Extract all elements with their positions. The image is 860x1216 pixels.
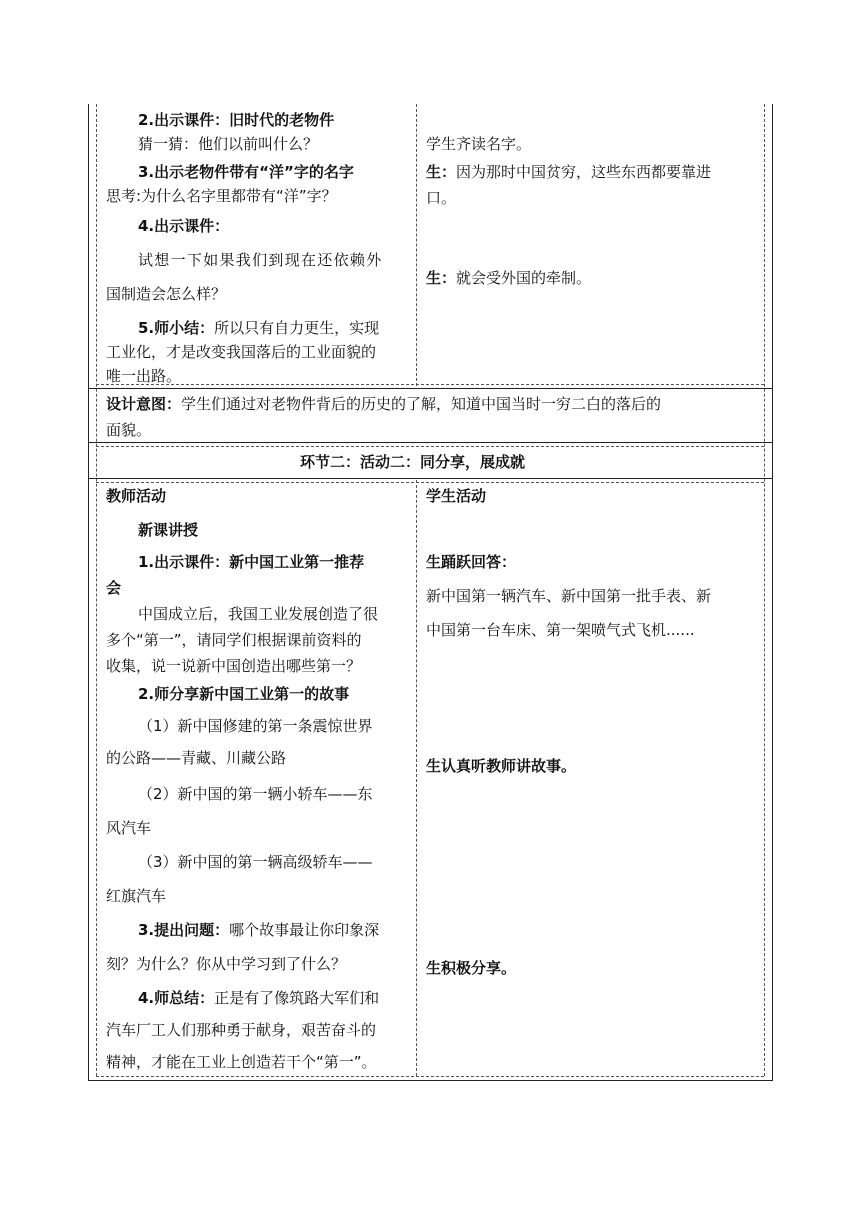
story-1-line-2: 的公路——青藏、川藏公路	[106, 749, 287, 767]
intro-line-1: 中国成立后，我国工业发展创造了很	[138, 605, 379, 623]
column-divider-top	[416, 104, 417, 386]
step-1-title-cont: 会	[106, 579, 122, 597]
conclusion-line-1: 4.师总结：正是有了像筑路大军们和	[138, 989, 380, 1007]
table-bottom-inner	[96, 1076, 764, 1077]
inner-border-right	[764, 104, 765, 1076]
student-activity-header: 学生活动	[426, 487, 487, 505]
row-divider-1	[88, 388, 773, 389]
summary-line-1	[138, 318, 379, 338]
imagine-line-2: 国制造会怎么样？	[106, 285, 227, 303]
imagine-line-1: 试想一下如果我们到现在还依赖外	[138, 251, 383, 269]
inner-border-left	[96, 104, 97, 1076]
student-answer-1-cont: 口。	[426, 189, 457, 207]
step-2-title: 2.出示课件：旧时代的老物件	[138, 111, 335, 129]
step-2-story-title: 2.师分享新中国工业第一的故事	[138, 685, 350, 703]
think-question: 思考:为什么名字里都带有“洋”字？	[106, 187, 337, 205]
student-listen: 生认真听教师讲故事。	[426, 757, 577, 775]
column-divider-bottom	[416, 480, 417, 1076]
design-intent-line-1: 设计意图：学生们通过对老物件背后的历史的了解，知道中国当时一穷二白的落后的	[106, 395, 662, 413]
story-3-line-2: 红旗汽车	[106, 887, 167, 905]
step-1-title: 1.出示课件：新中国工业第一推荐	[138, 553, 365, 571]
story-3-line-1: （3）新中国的第一辆高级轿车——	[138, 853, 373, 871]
row-divider-3b	[96, 482, 764, 483]
summary-line-3: 唯一出路。	[106, 367, 182, 385]
intro-line-2: 多个“第一”，请同学们根据课前资料的	[106, 631, 362, 649]
row-divider-3	[88, 478, 773, 479]
conclusion-line-3: 精神，才能在工业上创造若干个“第一”。	[106, 1053, 377, 1071]
summary-line-2: 工业化，才是改变我国落后的工业面貌的	[106, 343, 377, 361]
row-divider-1b	[96, 384, 764, 385]
student-firsts-line-1: 新中国第一辆汽车、新中国第一批手表、新	[426, 587, 712, 605]
row-divider-2b	[96, 446, 764, 447]
design-intent-line-2: 面貌。	[106, 421, 152, 439]
summary-text: 所以只有自力更生，实现	[214, 319, 380, 337]
conclusion-line-2: 汽车厂工人们那种勇于献身，艰苦奋斗的	[106, 1021, 377, 1039]
new-lesson-label: 新课讲授	[138, 521, 199, 539]
story-2-line-2: 风汽车	[106, 819, 152, 837]
story-2-line-1: （2）新中国的第一辆小轿车——东	[138, 785, 373, 803]
teacher-activity-header: 教师活动	[106, 487, 167, 505]
summary-label: 5.师小结：	[138, 319, 215, 337]
table-border-right	[772, 104, 773, 1080]
question-line-1: 3.提出问题：哪个故事最让你印象深	[138, 921, 380, 939]
guess-question: 猜一猜：他们以前叫什么？	[138, 135, 319, 153]
student-firsts-line-2: 中国第一台车床、第一架喷气式飞机......	[426, 621, 695, 639]
student-read-names: 学生齐读名字。	[426, 135, 532, 153]
segment-title: 环节二：活动二：同分享，展成就	[300, 453, 526, 471]
student-eager-answer: 生踊跃回答：	[426, 553, 517, 571]
step-4-title: 4.出示课件：	[138, 217, 230, 235]
intro-line-3: 收集，说一说新中国创造出哪些第一？	[106, 657, 362, 675]
student-share: 生积极分享。	[426, 959, 517, 977]
table-bottom	[88, 1080, 773, 1081]
step-3-title: 3.出示老物件带有“洋”字的名字	[138, 163, 354, 181]
student-answer-1: 生：因为那时中国贫穷，这些东西都要靠进	[426, 163, 712, 181]
row-divider-2	[88, 442, 773, 443]
story-1-line-1: （1）新中国修建的第一条震惊世界	[138, 717, 373, 735]
table-border-left	[88, 104, 89, 1080]
student-answer-2: 生：就会受外国的牵制。	[426, 269, 592, 287]
question-line-2: 刻？为什么？你从中学习到了什么？	[106, 955, 347, 973]
